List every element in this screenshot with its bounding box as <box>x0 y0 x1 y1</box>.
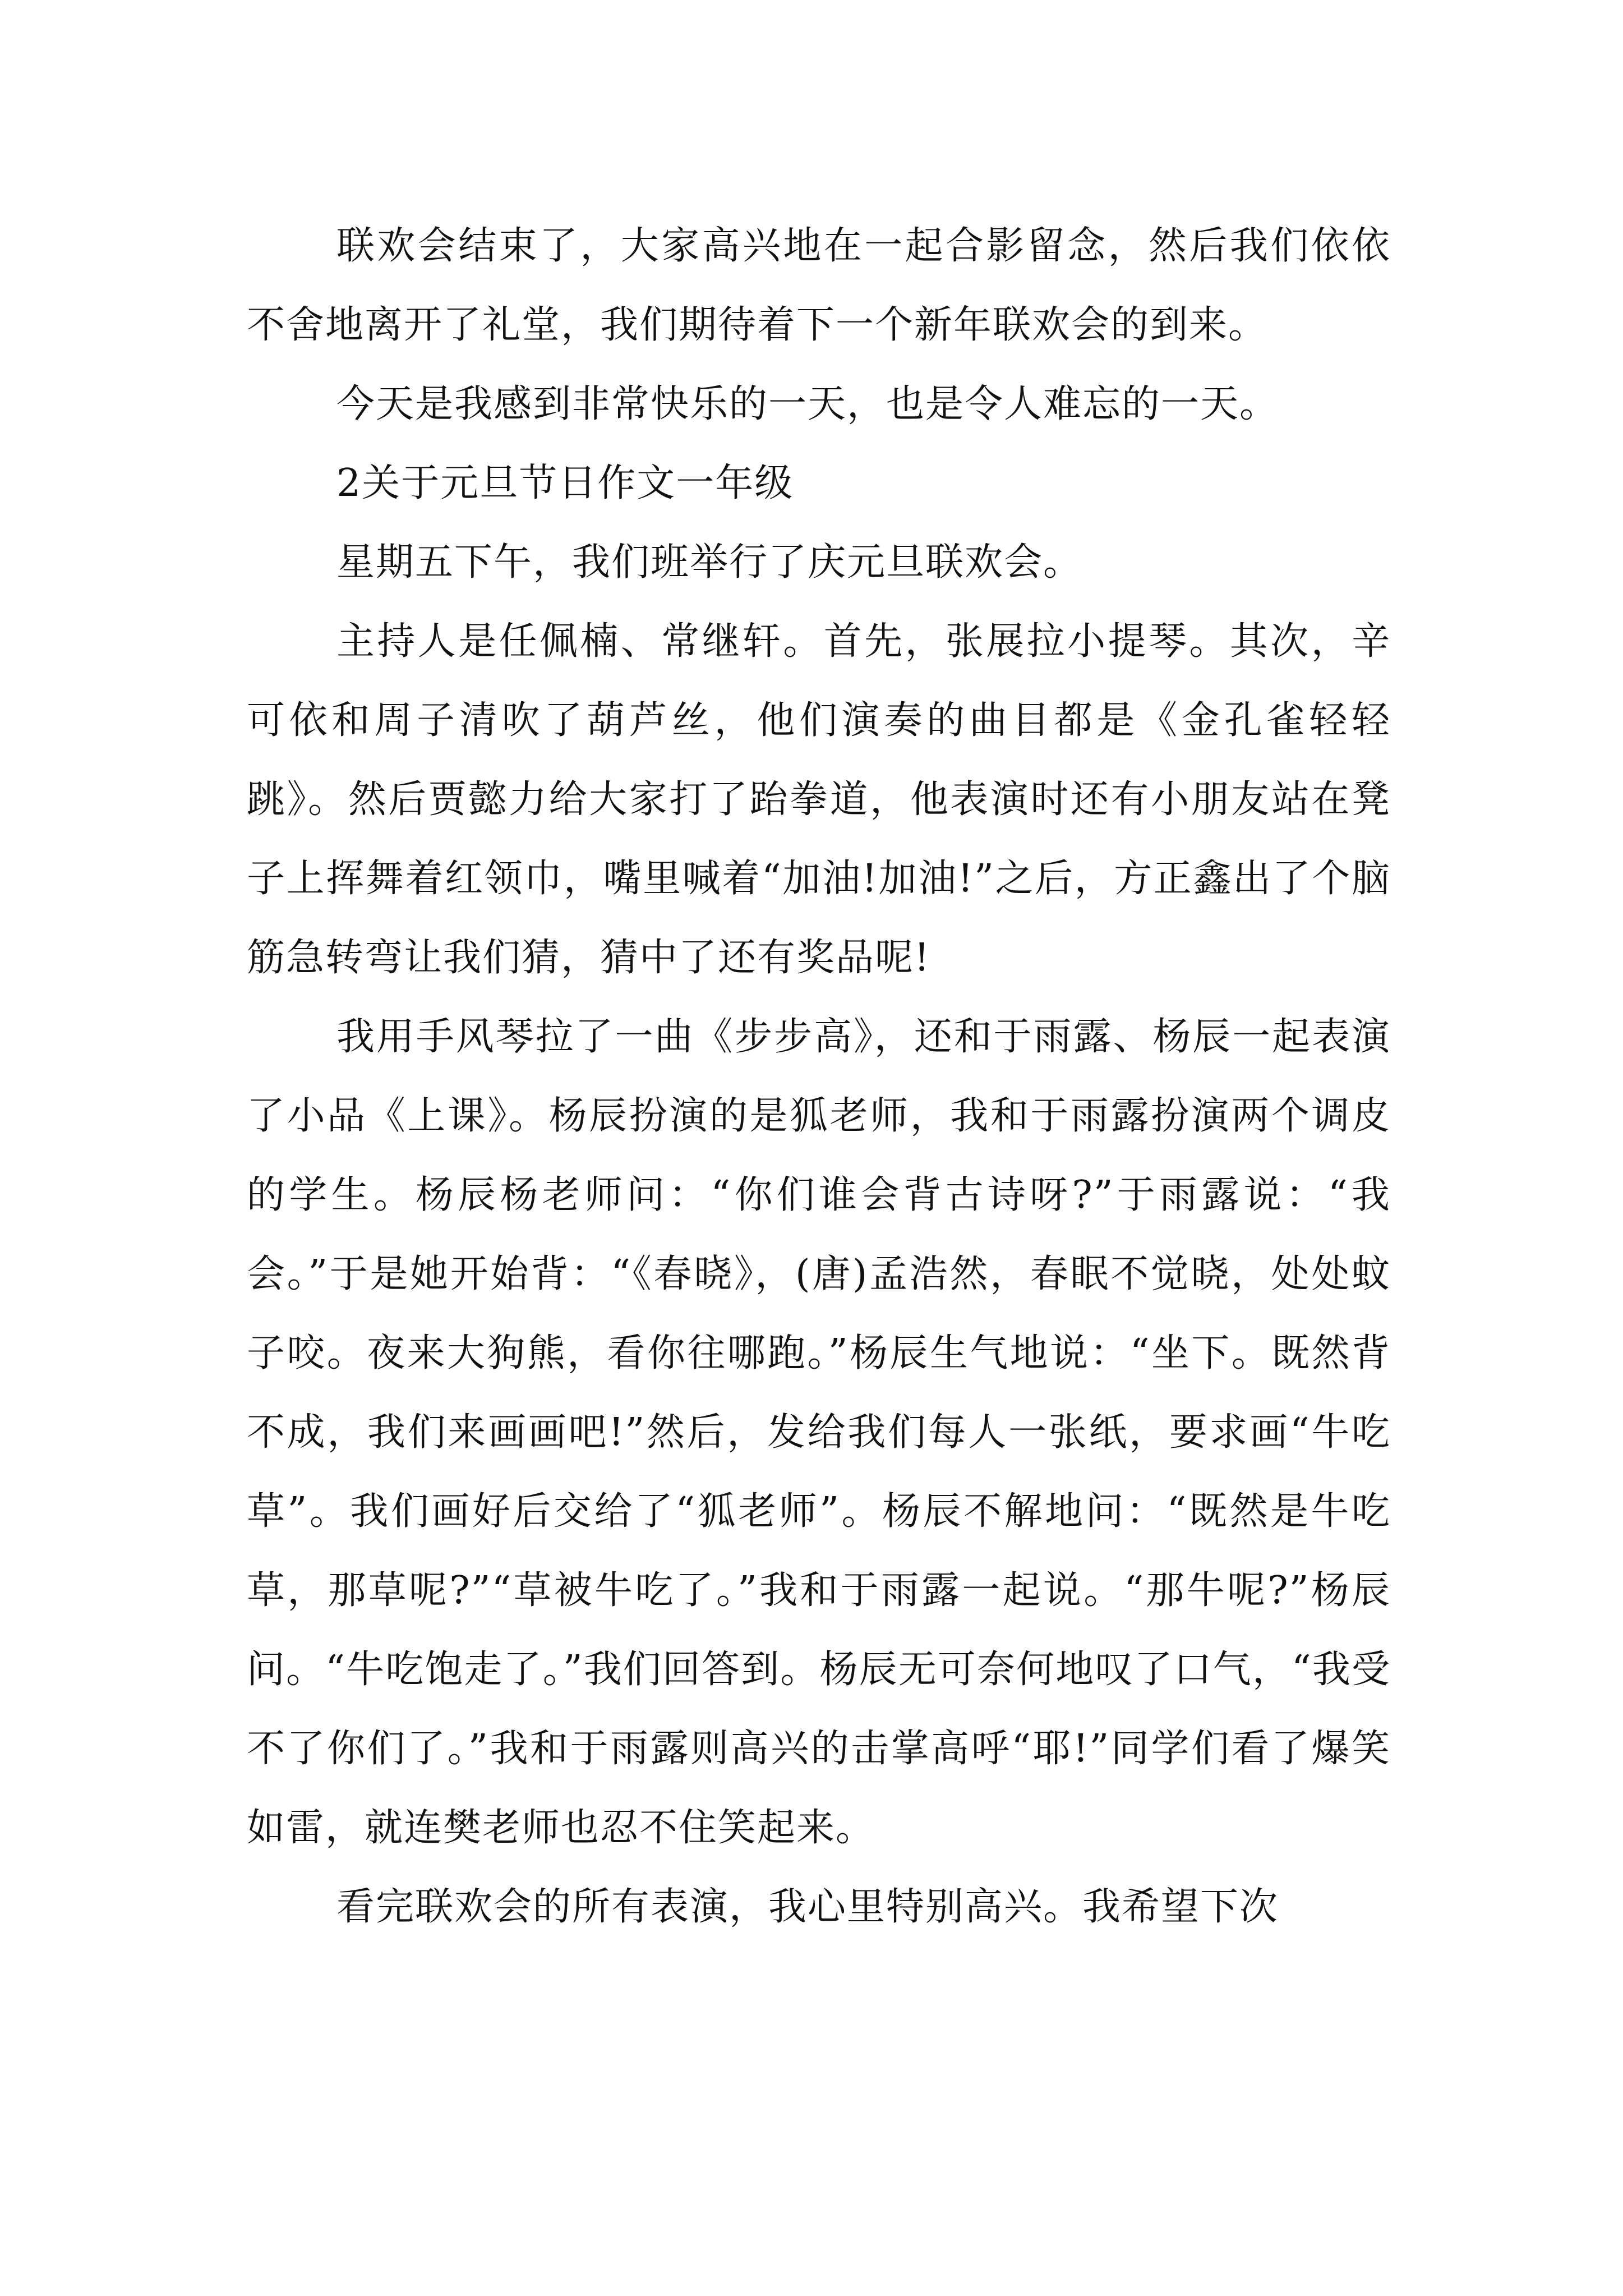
paragraph-1: 联欢会结束了，大家高兴地在一起合影留念，然后我们依依不舍地离开了礼堂，我们期待着下一个新年联欢会的到来。 <box>247 224 1391 347</box>
paragraph-2: 今天是我感到非常快乐的一天，也是令人难忘的一天。 <box>336 382 1279 426</box>
paragraph-6: 看完联欢会的所有表演，我心里特别高兴。我希望下次 <box>336 1885 1279 1929</box>
section-heading: 2关于元旦节日作文一年级 <box>336 461 794 505</box>
document-body <box>247 206 1391 1947</box>
paragraph-3: 星期五下午，我们班举行了庆元旦联欢会。 <box>336 540 1083 585</box>
paragraph-5: 我用手风琴拉了一曲《步步高》，还和于雨露、杨辰一起表演了小品《上课》。杨辰扮演的是狐老师，我和于雨露扮演两个调皮的学生。杨辰杨老师问：“你们谁会背古诗呀?”于雨露说：“我会。”于是她开始背：“《春晓》，(唐)孟浩然，春眠不觉晓，处处蚊子咬。夜来大狗熊，看你往哪跑。”杨辰生气地说：“坐下。既然背不成，我们来画画吧!”然后，发给我们每人一张纸，要求画“牛吃草”。我们画好后交给了“狐老师”。杨辰不解地问：“既然是牛吃草，那草呢?”“草被牛吃了。”我和于雨露一起说。“那牛呢?”杨辰问。“牛吃饱走了。”我们回答到。杨辰无可奈何地叹了口气，“我受不了你们了。”我和于雨露则高兴的击掌高呼“耶!”同学们看了爆笑如雷，就连樊老师也忍不住笑起来。 <box>247 1015 1391 1850</box>
paragraph-4: 主持人是任佩楠、常继轩。首先，张展拉小提琴。其次，辛可依和周子清吹了葫芦丝，他们演奏的曲目都是《金孔雀轻轻跳》。然后贾懿力给大家打了跆拳道，他表演时还有小朋友站在凳子上挥舞着红领巾，嘴里喊着“加油!加油!”之后，方正鑫出了个脑筋急转弯让我们猜，猜中了还有奖品呢! <box>247 619 1391 980</box>
